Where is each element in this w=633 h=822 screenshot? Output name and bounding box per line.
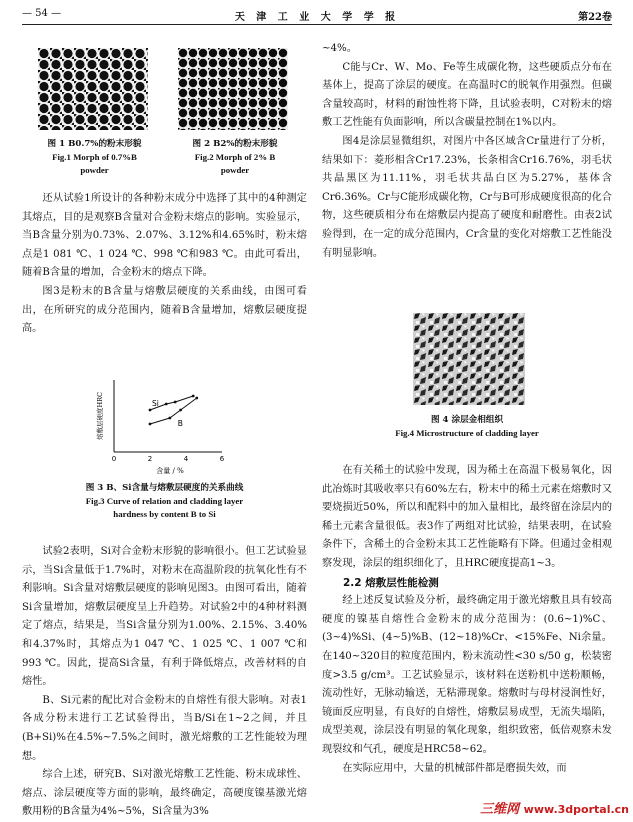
left-column-top (22, 190, 307, 339)
paragraph: 综合上述，研究B、Si对激光熔敷工艺性能、粉末成球性、熔点、涂层硬度等方面的影响，最终确定，高硬度镍基激光熔敷用粉的B含量为4%~5%，Si含量为3% (22, 769, 307, 818)
series-label-si: Si (152, 399, 159, 408)
header-rule (22, 24, 612, 25)
x-tick-label: 2 (147, 455, 153, 463)
fig1-caption-en: Fig.1 Morph of 0.7%B (52, 152, 137, 162)
paragraph: ~4%。 (322, 43, 357, 54)
data-point-b (149, 423, 152, 426)
x-tick-label: 6 (219, 455, 225, 463)
data-point-si (165, 403, 168, 406)
fig2-powder-image (178, 48, 288, 130)
watermark (480, 798, 629, 817)
fig2-caption-en: Fig.2 Morph of 2% B (194, 152, 276, 162)
fig3-caption (22, 482, 307, 521)
page-number: — 54 — (22, 8, 62, 19)
fig2-caption-en2: powder (220, 165, 250, 175)
data-point-si (149, 409, 152, 412)
data-point-b (195, 397, 198, 400)
paragraph: B、Si元素的配比对合金粉末的自熔性有很大影响。对表1各成分粉末进行工艺试验得出，当B/Si在1~2之间，并且(B+Si)%在4.5%~7.5%之间时，激光熔敷的工艺性能较为理想。 (22, 694, 307, 762)
y-axis-label: 熔敷层硬度HRC (96, 391, 104, 441)
fig1-powder-image (38, 48, 148, 130)
fig3-caption-cn: 图 3 B、Si含量与熔敷层硬度的关系曲线 (85, 483, 244, 493)
fig4-microstructure-image (413, 313, 525, 405)
fig3-caption-en2: hardness by content B to Si (113, 509, 216, 519)
series-label-b: B (177, 419, 183, 428)
section-heading: 2.2 熔敷层性能检测 (343, 576, 439, 589)
x-tick-label: 0 (111, 455, 117, 463)
paragraph: 还从试验1所设计的各种粉末成分中选择了其中的4种测定其熔点，目的是观察B含量对合金粉末熔点的影响。实验显示，当B含量分别为0.73%、2.07%、3.12%和4.65%时，粉末熔点是1 081 ℃、1 024 ℃、998 ℃和983 ℃。由此可看出，随着B含量的增加，合金粉末的熔点下降。 (22, 193, 307, 279)
paragraph: 试验2表明，Si对合金粉末形貌的影响很小。但工艺试验显示，当Si含量低于1.7%时，对粉末在高温阶段的抗氧化性有不利影响。Si含量对熔敷层硬度的影响见图3。由图可看出，随着Si含量增加，熔敷层硬度呈上升趋势。对试验2中的4种材料测定了熔点，结果是，当Si含量分别为1.00%、2.15%、3.40%和4.37%时，其熔点为1 047 ℃、1 025 ℃、1 007 ℃和993 ℃。因此，提高Si含量，有利于降低熔点，改善材料的自熔性。 (22, 546, 307, 688)
watermark-url: www.3dportal.cn (523, 803, 629, 816)
x-axis-label: 含量 / % (156, 467, 184, 475)
paragraph: C能与Cr、W、Mo、Fe等生成碳化物，这些硬质点分布在基体上，提高了涂层的硬度。在高温时C的脱氧作用强烈。但碳含量较高时，材料的耐蚀性将下降，且试验表明，C对粉末的熔敷工艺性能有负面影响，所以含碳量控制在1%以内。 (322, 61, 612, 129)
running-header (22, 8, 612, 24)
paragraph: 图4是涂层显微组织，对图片中各区域含Cr量进行了分析，结果如下：菱形相含Cr17.23%，长条相含Cr16.76%，羽毛状共晶黑区为11.11%，羽毛状共晶白区为5.27%，基体含Cr6.36%。Cr与C能形成碳化物，Cr与B可形成硬度很高的化合物，这些硬质相分布在熔敷层内提高了硬度和耐磨性。由表2试验得到，在一定的成分范围内，Cr含量的变化对熔敷工艺性能没有明显影响。 (322, 135, 612, 259)
data-point-si (174, 401, 177, 404)
left-column-bottom (22, 543, 307, 822)
data-point-si (192, 395, 195, 398)
data-point-b (168, 417, 171, 420)
fig3-chart (92, 372, 242, 477)
axes (114, 380, 222, 452)
volume-label: 第22卷 (578, 12, 612, 23)
fig1-caption (22, 138, 167, 177)
fig2-caption-cn: 图 2 B2%的粉末形貌 (192, 139, 278, 149)
paragraph: 在有关稀土的试验中发现，因为稀土在高温下极易氧化，因此冶炼时其吸收率只有60%左右，粉末中的稀土元素在熔敷时又要烧损近50%，所以和配料中的加入量相比，最终留在涂层内的稀土元素含量很低。表3作了两组对比试验，结果表明，在试验条件下，含稀土的合金粉末其工艺性能略有下降。但通过金相观察发现，涂层的组织细化了，且HRC硬度提高1~3。 (322, 465, 612, 569)
fig4-caption-en: Fig.4 Microstructure of cladding layer (395, 428, 539, 438)
fig4-caption (322, 414, 612, 440)
watermark-cn: 三维网 (480, 802, 520, 817)
fig3-caption-en: Fig.3 Curve of relation and cladding layer (85, 496, 244, 506)
data-point-b (179, 409, 182, 412)
paragraph: 图3是粉末的B含量与熔敷层硬度的关系曲线，由图可看出，在所研究的成分范围内，随着B含量增加，熔敷层硬度提高。 (22, 285, 307, 335)
right-column-bottom (322, 462, 612, 778)
journal-title: 天 津 工 业 大 学 学 报 (234, 12, 400, 23)
paragraph: 经上述反复试验及分析，最终确定用于激光熔敷且具有较高硬度的镍基自熔性合金粉末的成分范围为：(0.6~1)%C、(3~4)%Si、(4~5)%B、(12~18)%Cr、<15%Fe、Ni余量。在140~320目的粒度范围内，粉末流动性<30 s/50 g，松装密度>3.5 g/cm³。工艺试验显示，该材料在送粉机中送粉顺畅，流动性好，无脉动输送，无粘滞现象。熔敷时与母材浸润性好，镜面反应明显，有良好的自熔性，熔敷层易成型，无流失塌陷，成型美观，涂层没有明显的氧化现象，组织致密，低倍观察未发现裂纹和气孔，硬度是HRC58~62。 (322, 595, 612, 755)
x-tick-label: 4 (183, 455, 189, 463)
paragraph: 在实际应用中，大量的机械部件都是磨损失效，而 (342, 762, 567, 774)
fig4-caption-cn: 图 4 涂层金相组织 (430, 415, 504, 425)
series-lines (149, 395, 199, 428)
x-tick-labels (112, 455, 225, 463)
right-column-top (322, 40, 612, 263)
fig1-caption-en2: powder (80, 165, 109, 175)
fig1-caption-cn: 图 1 B0.7%的粉末形貌 (47, 139, 142, 149)
fig2-caption (165, 138, 305, 177)
